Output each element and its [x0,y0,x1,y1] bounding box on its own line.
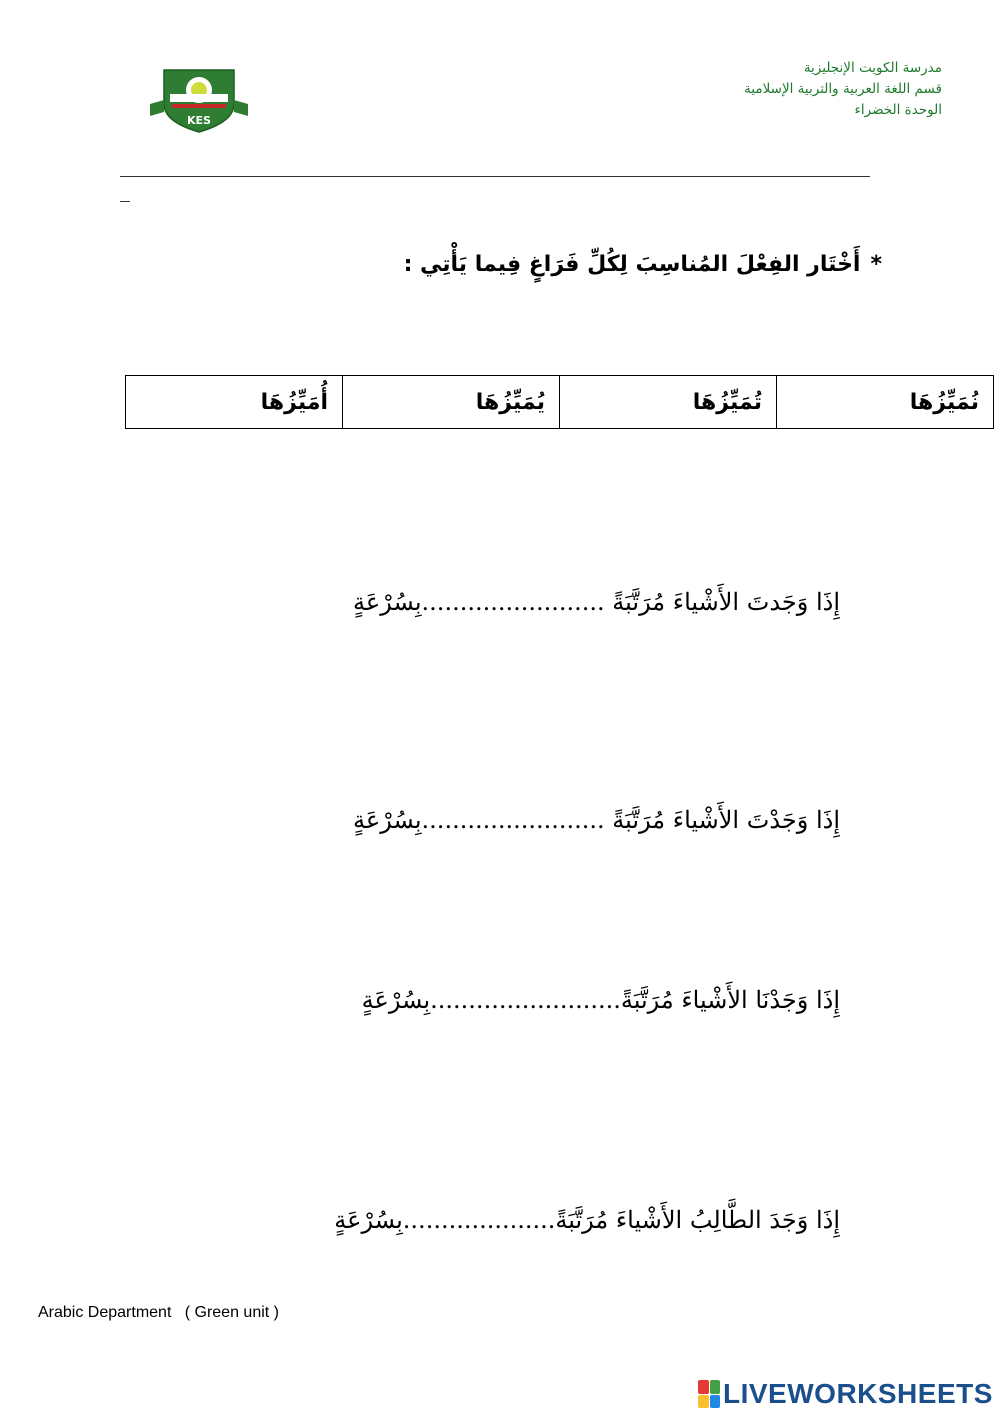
choice-cell: أُمَيِّزُهَا [126,376,343,429]
department-name: قسم اللغة العربية والتربية الإسلامية [744,81,942,97]
liveworksheets-logo [698,1378,993,1410]
sentence-3: إِذَا وَجَدْنَا الأَشْياءَ مُرَتَّبَةً.........................بِسُرْعَةٍ [361,986,840,1014]
badge-tile [698,1380,709,1394]
header-divider-dash [120,201,130,202]
logo-text: KES [187,114,211,127]
choice-cell: نُمَيِّزُهَا [777,376,994,429]
school-header [622,58,942,121]
choice-cell: يُمَيِّزُهَا [343,376,560,429]
school-logo [150,60,248,135]
school-name: مدرسة الكويت الإنجليزية [803,60,942,76]
choices-table [125,375,994,429]
choices-row [126,376,994,429]
sentence-2: إِذَا وَجَدْتَ الأَشْياءَ مُرَتَّبَةً ........................بِسُرْعَةٍ [353,806,840,834]
footer-text: Arabic Department ( Green unit ) [38,1304,279,1321]
badge-tile [710,1395,721,1409]
bullet-star: * [870,252,882,277]
sentence-1: إِذَا وَجَدتَ الأَشْياءَ مُرَتَّبَةً ........................بِسُرْعَةٍ [353,588,840,616]
sentence-4: إِذَا وَجَدَ الطَّالِبُ الأَشْياءَ مُرَتَّبَةً....................بِسُرْعَةٍ [334,1206,840,1234]
unit-name: الوحدة الخضراء [854,102,942,118]
liveworksheets-wordmark: LIVEWORKSHEETS [723,1378,993,1409]
instruction-text: أَخْتَار الفِعْلَ المُناسِبَ لِكُلِّ فَرَاغٍ فِيما يَأْتِي : [403,252,861,277]
badge-tile [698,1395,709,1409]
liveworksheets-badge-icon [698,1380,720,1408]
header-divider [120,176,870,177]
badge-tile [710,1380,721,1394]
instruction [282,252,882,277]
choice-cell: تُمَيِّزُهَا [560,376,777,429]
